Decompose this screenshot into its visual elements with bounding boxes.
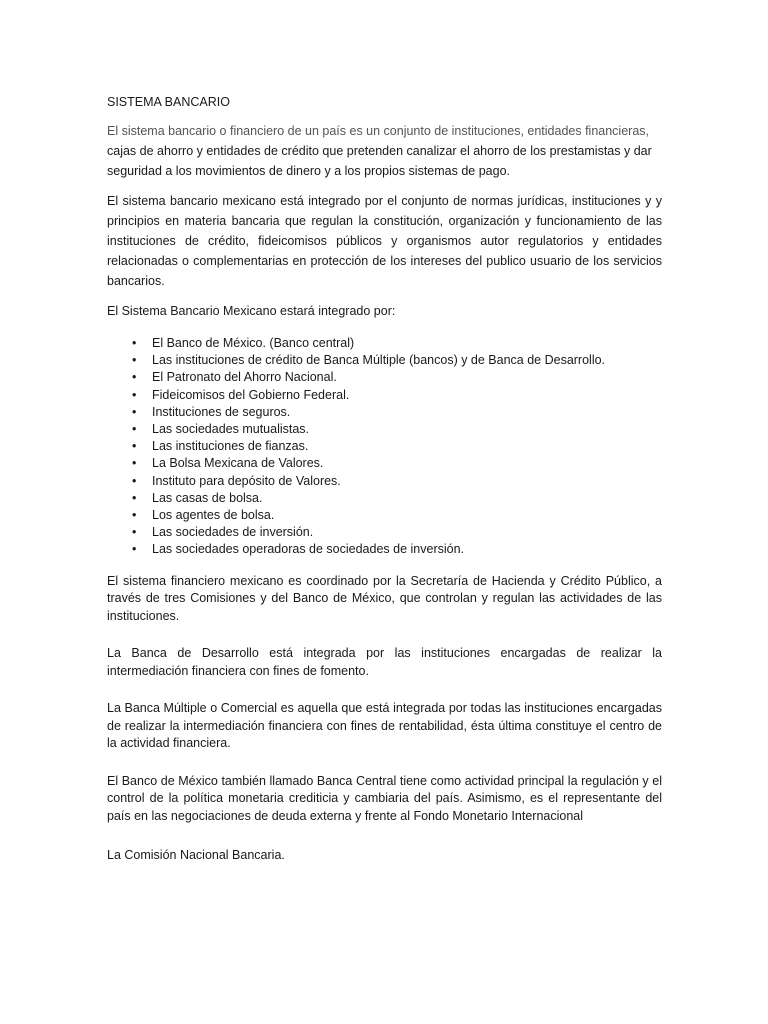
list-intro: El Sistema Bancario Mexicano estará integrado por: [107, 304, 396, 318]
paragraph-intro [107, 121, 662, 181]
list-item: • Fideicomisos del Gobierno Federal. [132, 387, 662, 404]
list-item: • Las sociedades de inversión. [132, 524, 662, 541]
paragraph-sistema-mexicano: El sistema bancario mexicano está integrado por el conjunto de normas jurídicas, instituciones y y principios en materia bancaria que regulan la constitución, organización y funcionamiento de las instituciones de crédito, fideicomisos públicos y organismos autor regulatorios y entidades relacionadas o complementarias en protección de los intereses del publico usuario de los servicios bancarios. [107, 194, 662, 288]
paragraph-banca-multiple: La Banca Múltiple o Comercial es aquella que está integrada por todas las instituciones encargadas de realizar la intermediación financiera con fines de rentabilidad, ésta última constituye el centro de la actividad financiera. [107, 701, 662, 751]
document-page [107, 92, 662, 875]
list-item: • Los agentes de bolsa. [132, 507, 662, 524]
paragraph-banco-mexico: El Banco de México también llamado Banca Central tiene como actividad principal la regulación y el control de la política monetaria crediticia y cambiaria del país. Asimismo, es el representante del país en las negociaciones de deuda externa y frente al Fondo Monetario Internacional [107, 773, 662, 823]
document-title: SISTEMA BANCARIO [107, 95, 230, 109]
list-item: • La Bolsa Mexicana de Valores. [132, 455, 662, 472]
institutions-list [107, 335, 662, 559]
list-item: • Las instituciones de fianzas. [132, 438, 662, 455]
list-item: • Las sociedades mutualistas. [132, 421, 662, 438]
list-item: • El Patronato del Ahorro Nacional. [132, 369, 662, 386]
list-item: • Instituciones de seguros. [132, 404, 662, 421]
paragraph-banca-desarrollo: La Banca de Desarrollo está integrada por las instituciones encargadas de realizar la intermediación financiera con fines de fomento. [107, 646, 662, 678]
list-item: • Las casas de bolsa. [132, 490, 662, 507]
list-item: • Las sociedades operadoras de sociedades de inversión. [132, 541, 662, 558]
list-item: • Las instituciones de crédito de Banca Múltiple (bancos) y de Banca de Desarrollo. [132, 352, 662, 369]
section-heading-cnb: La Comisión Nacional Bancaria. [107, 848, 285, 863]
paragraph-intro-rest: cajas de ahorro y entidades de crédito que pretenden canalizar el ahorro de los prestamistas y dar seguridad a los movimientos de dinero y a los propios sistemas de pago. [107, 144, 652, 178]
list-item: • Instituto para depósito de Valores. [132, 473, 662, 490]
paragraph-intro-lead: El sistema bancario o financiero de un país es un conjunto de instituciones, entidades financieras, [107, 124, 649, 138]
list-item: • El Banco de México. (Banco central) [132, 335, 662, 352]
paragraph-coordinacion: El sistema financiero mexicano es coordinado por la Secretaría de Hacienda y Crédito Público, a través de tres Comisiones y del Banco de México, que controlan y regulan las actividades de las instituciones. [107, 573, 662, 623]
